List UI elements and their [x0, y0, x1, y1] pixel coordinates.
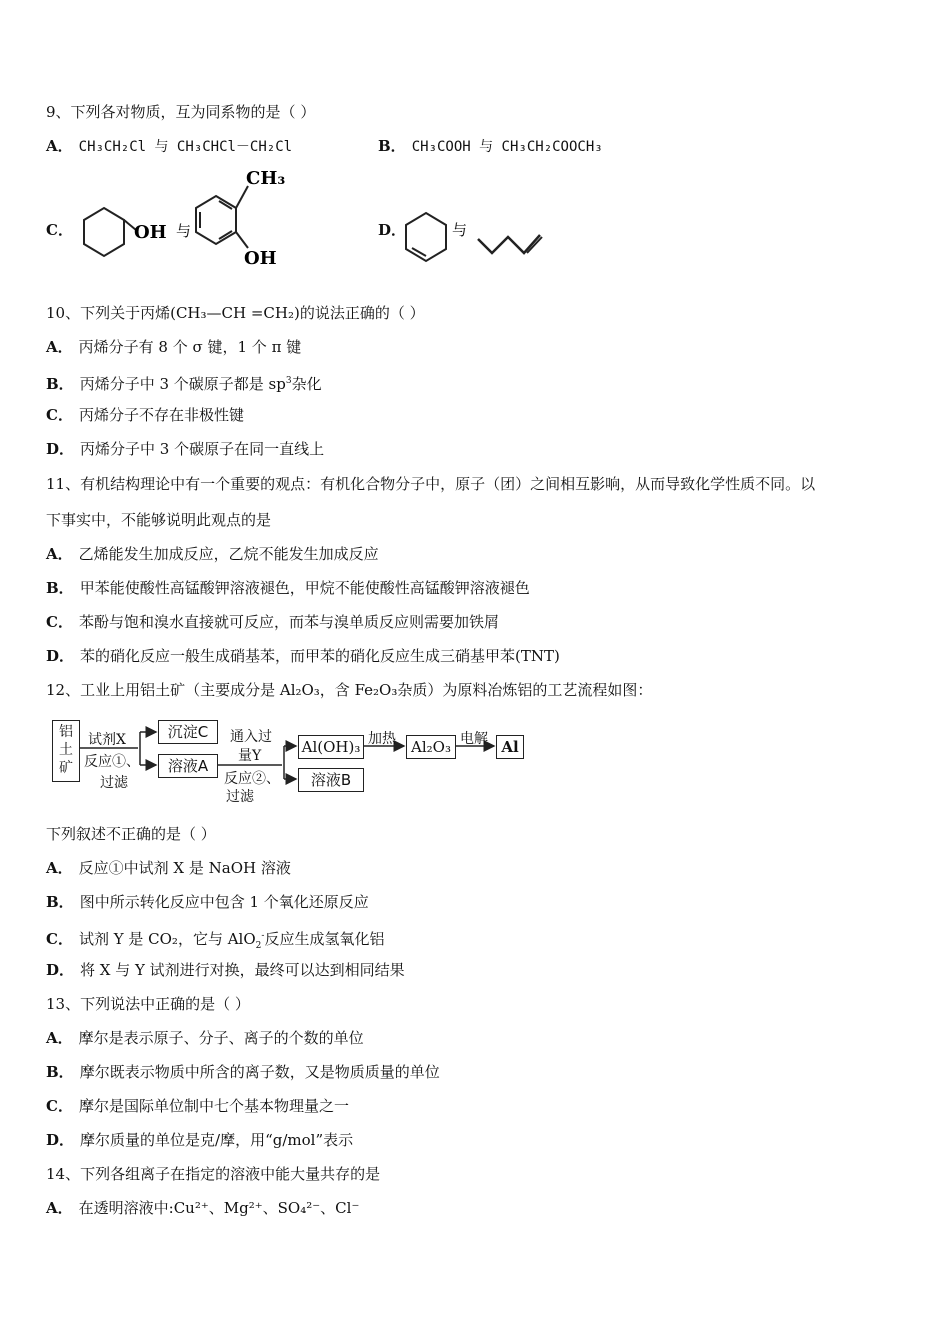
q13-option-c: C． 摩尔是国际单位制中七个基本物理量之一: [46, 1097, 349, 1115]
q14-stem: 14、下列各组离子在指定的溶液中能大量共存的是: [46, 1165, 381, 1183]
cyclohexene-ring: [406, 213, 446, 261]
q12-stem: 12、工业上用铝土矿（主要成分是 Al₂O₃，含 Fe₂O₃杂质）为原料冶炼铝的工艺流程如图：: [46, 681, 653, 699]
q14-option-a: A． 在透明溶液中:Cu²⁺、Mg²⁺、SO₄²⁻、Cl⁻: [46, 1199, 360, 1217]
q12-option-d: D． 将 X 与 Y 试剂进行对换，最终可以达到相同结果: [46, 961, 405, 979]
q10-option-b: B． 丙烯分子中 3 个碳原子都是 $sp^3$杂化: [46, 375, 322, 393]
flow-reagent-x: 试剂X: [88, 732, 126, 748]
flow-ore-box: 铝土矿: [52, 720, 80, 782]
q9-c-structures: [72, 160, 302, 270]
flow-pass-y2: 量Y: [238, 748, 262, 764]
flow-precip-c: 沉淀C: [158, 720, 218, 744]
q11-option-c: C． 苯酚与饱和溴水直接就可反应，而苯与溴单质反应则需要加铁屑: [46, 613, 499, 631]
q9-c-yu: 与: [176, 222, 192, 240]
flow-electrolysis: 电解: [460, 731, 488, 747]
flow-filter2: 过滤: [226, 789, 254, 805]
cyclohexane-ring: [84, 208, 124, 256]
q12-option-a: A． 反应①中试剂 X 是 NaOH 溶液: [46, 859, 291, 877]
flow-al: Al: [496, 735, 524, 759]
q10-stem: 10、下列关于丙烯(CH₃—CH =CH₂)的说法正确的（ ）: [46, 304, 425, 322]
q9-c-oh2: OH: [244, 248, 277, 269]
q11-option-b: B． 甲苯能使酸性高锰酸钾溶液褪色，甲烷不能使酸性高锰酸钾溶液褪色: [46, 579, 530, 597]
q9-d-structures: [400, 205, 560, 275]
flow-pass-y1: 通入过: [230, 729, 272, 745]
q13-stem: 13、下列说法中正确的是（ ）: [46, 995, 250, 1013]
q13-option-b: B． 摩尔既表示物质中所含的离子数，又是物质质量的单位: [46, 1063, 440, 1081]
flow-react1: 反应①、: [84, 754, 140, 770]
q9-c-label: C．: [46, 221, 73, 239]
q9-d-label: D．: [378, 221, 407, 239]
flow-filter1: 过滤: [100, 775, 128, 791]
q11-option-a: A． 乙烯能发生加成反应，乙烷不能发生加成反应: [46, 545, 379, 563]
q9-c-oh1: OH: [134, 222, 167, 243]
flow-aloh3: Al(OH)₃: [298, 735, 364, 759]
flow-react2: 反应②、: [224, 771, 280, 787]
flow-heat: 加热: [368, 731, 396, 747]
q11-stem-2: 下事实中，不能够说明此观点的是: [46, 511, 272, 529]
q9-b-text: CH₃COOH 与 CH₃CH₂COOCH₃: [411, 139, 603, 155]
q9-a-text: CH₃CH₂Cl 与 CH₃CHCl－CH₂Cl: [78, 139, 293, 155]
flow-solution-b: 溶液B: [298, 768, 364, 792]
q9-option-b: [378, 136, 603, 157]
q13-option-a: A． 摩尔是表示原子、分子、离子的个数的单位: [46, 1029, 364, 1047]
q9-c-ch3: CH₃: [246, 168, 286, 189]
q13-option-d: D． 摩尔质量的单位是克/摩，用“g/mol”表示: [46, 1131, 354, 1149]
q12-option-b: B． 图中所示转化反应中包含 1 个氧化还原反应: [46, 893, 369, 911]
q9-stem: 9、下列各对物质，互为同系物的是（ ）: [46, 103, 316, 121]
q11-option-d: D． 苯的硝化反应一般生成硝基苯，而甲苯的硝化反应生成三硝基甲苯(TNT): [46, 647, 560, 665]
q10-option-a: A． 丙烯分子有 8 个 σ 键，1 个 π 键: [46, 338, 302, 356]
flow-solution-a: 溶液A: [158, 754, 218, 778]
q12-option-c: C． 试剂 Y 是 CO₂，它与 AlO$_2$-反应生成氢氧化铝: [46, 930, 385, 951]
benzene-ring: [196, 196, 236, 244]
q10-option-d: D． 丙烯分子中 3 个碳原子在同一直线上: [46, 440, 325, 458]
q9-d-yu: 与: [452, 221, 468, 239]
q9-a-label: A．: [46, 137, 73, 155]
flow-al2o3: Al₂O₃: [406, 735, 456, 759]
q11-stem-1: 11、有机结构理论中有一个重要的观点：有机化合物分子中，原子（团）之间相互影响，从而导致化学性质不同。以: [46, 475, 816, 493]
q10-option-c: C． 丙烯分子不存在非极性键: [46, 406, 244, 424]
q12-sub-stem: 下列叙述不正确的是（ ）: [46, 825, 216, 843]
q9-b-label: B．: [378, 137, 406, 155]
q9-option-a: [46, 136, 292, 157]
